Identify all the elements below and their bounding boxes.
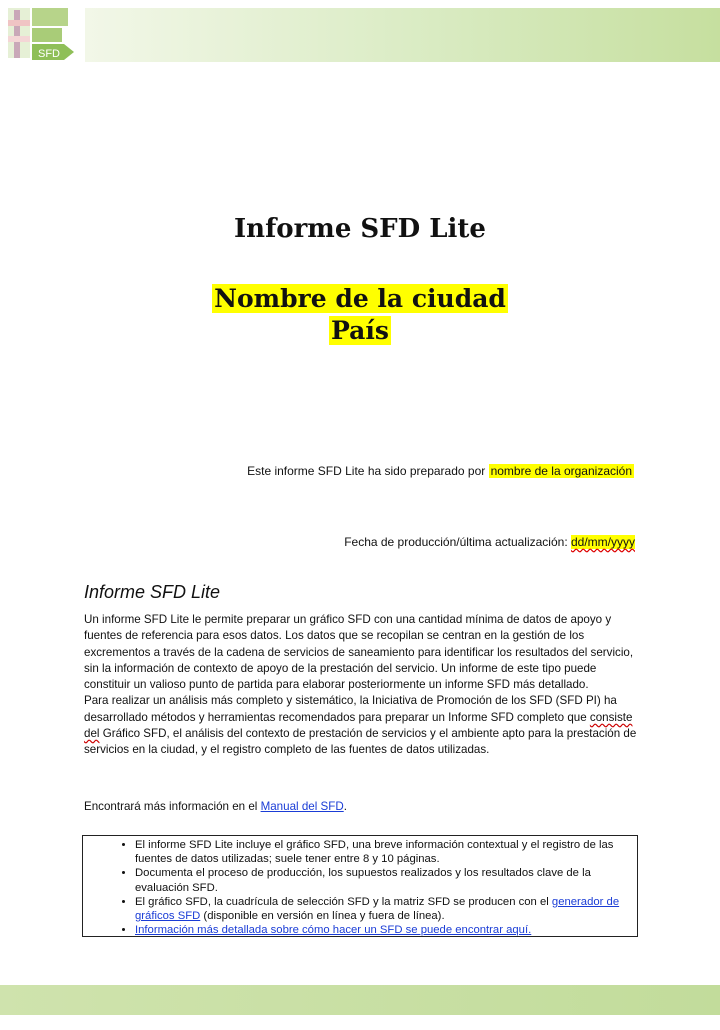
- body-paragraph: [84, 693, 644, 758]
- city-name-placeholder: Nombre de la ciudad: [214, 284, 506, 313]
- sfd-logo: [4, 6, 78, 64]
- list-item: [135, 923, 629, 937]
- more-info-sfd-link[interactable]: Información más detallada sobre cómo hacer un SFD se puede encontrar aquí.: [135, 924, 532, 937]
- more-info-line: [84, 800, 347, 813]
- section-heading: Informe SFD Lite: [84, 582, 221, 602]
- header-band: [85, 8, 720, 62]
- graphic-generator-link[interactable]: generador de gráficos SFD: [135, 895, 620, 923]
- section-body: [84, 612, 644, 759]
- list-item: • Documenta el proceso de producción, los supuestos realizados y los resultados clave de la evaluación SFD.: [135, 866, 629, 894]
- info-list: [83, 836, 637, 937]
- report-title: Informe SFD Lite: [234, 214, 486, 244]
- list-item: • El informe SFD Lite incluye el gráfico SFD, una breve información contextual y el registro de las fuentes de datos utilizadas; suele tener entre 8 y 10 páginas.: [135, 838, 629, 866]
- report-subtitle: [0, 283, 720, 347]
- prepared-by-text: Este informe SFD Lite ha sido preparado por: [247, 464, 489, 478]
- body-paragraph: Un informe SFD Lite le permite preparar un gráfico SFD con una cantidad mínima de datos de apoyo y fuentes de referencia para esos datos. Los datos que se recopilan se centran en la gestión de los excrementos a través de la cadena de servicios de saneamiento para identificar los resultados del servicio, sin la información de contexto de apoyo de la prestación del servicio. Un informe de este tipo puede constituir un valioso punto de partida para elaborar posteriormente un informe SFD más detallado.: [84, 613, 634, 692]
- more-info-text: Encontrará más información en el: [84, 800, 261, 813]
- prepared-by-line: [247, 464, 634, 478]
- organization-placeholder: nombre de la organización: [490, 464, 632, 478]
- list-item-text: El gráfico SFD, la cuadrícula de selección SFD y la matriz SFD se producen con el: [135, 895, 552, 908]
- more-info-end: .: [343, 800, 347, 813]
- production-date-line: [344, 535, 635, 549]
- country-placeholder: País: [331, 316, 389, 345]
- paragraph-text: Para realizar un análisis más completo y sistemático, la Iniciativa de Promoción de los SFD (SFD PI) ha desarrollado métodos y herramientas recomendados para preparar un Informe SFD completo que: [84, 694, 617, 724]
- paragraph-text: Gráfico SFD, el análisis del contexto de prestación de servicios y el ambiente apto para la prestación de servicios en la ciudad, y el registro completo de las fuentes de datos utilizadas.: [84, 727, 637, 757]
- production-date-value: dd/mm/yyyy: [570, 535, 635, 549]
- production-date-label: Fecha de producción/última actualización:: [344, 535, 571, 549]
- info-box: [82, 835, 638, 937]
- footer-band: [0, 985, 720, 1015]
- spelling-flagged-text: consiste del: [84, 710, 633, 741]
- list-item: [135, 895, 629, 923]
- sfd-manual-link[interactable]: Manual del SFD: [260, 800, 344, 813]
- list-item-text: (disponible en versión en línea y fuera de línea).: [200, 910, 445, 923]
- logo-text: SFD: [38, 48, 60, 60]
